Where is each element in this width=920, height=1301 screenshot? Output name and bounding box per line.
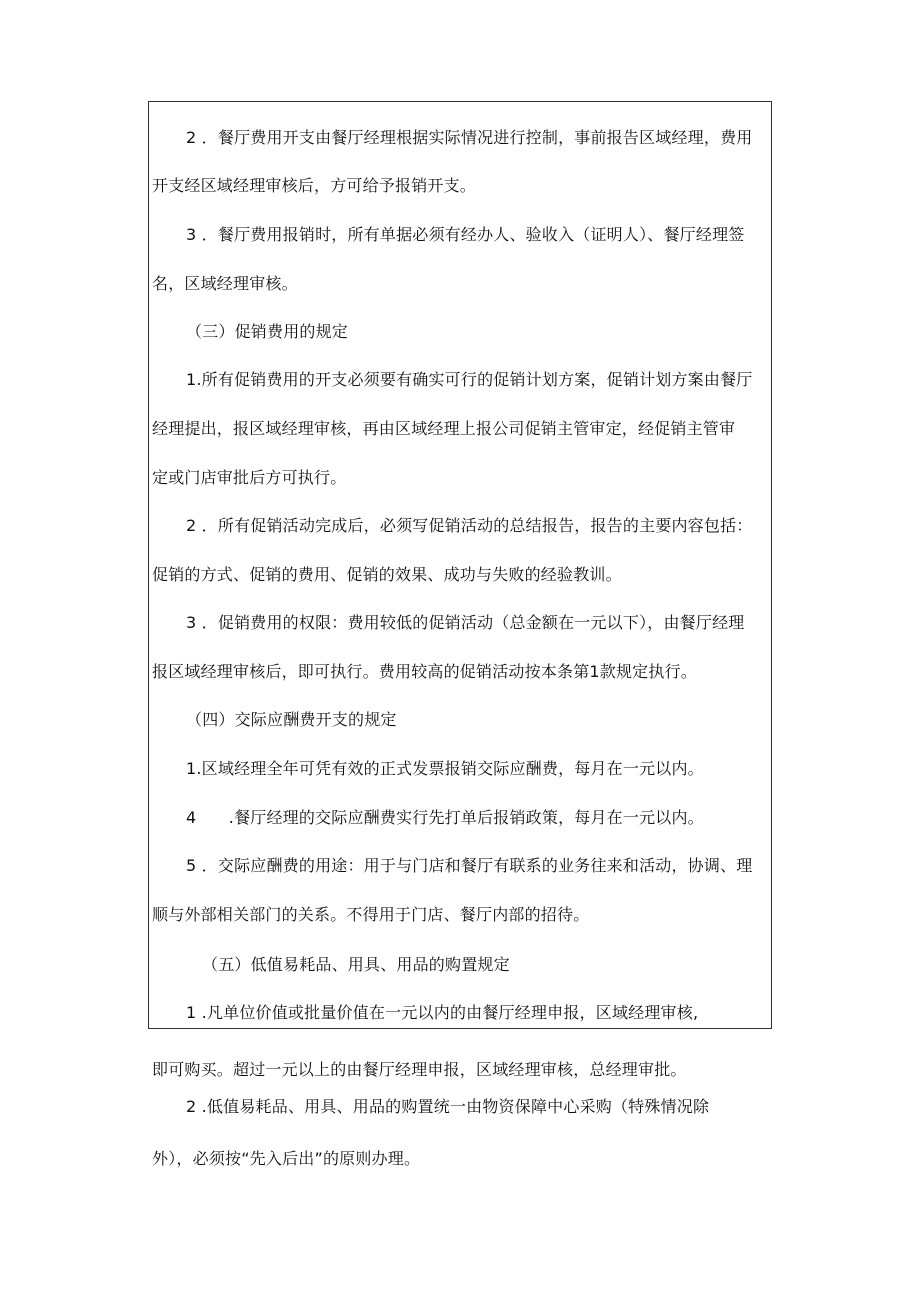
paragraph-line: 2 .低值易耗品、用具、用品的购置统一由物资保障中心采购（特殊情况除 [186, 1097, 710, 1116]
paragraph-line: 3 ．促销费用的权限：费用较低的促销活动（总金额在一元以下），由餐厅经理 [186, 613, 745, 632]
section-heading: （四）交际应酬费开支的规定 [186, 710, 397, 729]
paragraph-line: 2 ．所有促销活动完成后，必须写促销活动的总结报告，报告的主要内容包括： [186, 516, 753, 535]
paragraph-line: 4 .餐厅经理的交际应酬费实行先打单后报销政策，每月在一元以内。 [186, 808, 704, 827]
paragraph-line: 促销的方式、促销的费用、促销的效果、成功与失败的经验教训。 [152, 565, 622, 584]
paragraph-line: 即可购买。超过一元以上的由餐厅经理申报，区域经理审核，总经理审批。 [152, 1060, 687, 1079]
paragraph-line: 定或门店审批后方可执行。 [152, 468, 347, 487]
paragraph-line: 顺与外部相关部门的关系。不得用于门店、餐厅内部的招待。 [152, 905, 590, 924]
paragraph-line: 1 .凡单位价值或批量价值在一元以内的由餐厅经理申报，区域经理审核, [186, 1003, 699, 1022]
paragraph-line: 1.区域经理全年可凭有效的正式发票报销交际应酬费，每月在一元以内。 [186, 759, 704, 778]
section-heading: （五）低值易耗品、用具、用品的购置规定 [202, 955, 510, 974]
paragraph-line: 5 ．交际应酬费的用途：用于与门店和餐厅有联系的业务往来和活动，协调、理 [186, 856, 753, 875]
section-heading: （三）促销费用的规定 [186, 322, 349, 341]
paragraph-line: 2 ．餐厅费用开支由餐厅经理根据实际情况进行控制，事前报告区域经理，费用 [186, 128, 753, 147]
paragraph-line: 经理提出，报区域经理审核，再由区域经理上报公司促销主管审定，经促销主管审 [152, 419, 736, 438]
paragraph-line: 开支经区域经理审核后，方可给予报销开支。 [152, 176, 477, 195]
paragraph-line: 报区域经理审核后，即可执行。费用较高的促销活动按本条第1款规定执行。 [152, 662, 697, 681]
paragraph-line: 名，区域经理审核。 [152, 274, 298, 293]
paragraph-line: 外），必须按“先入后出”的原则办理。 [152, 1149, 421, 1168]
paragraph-line: 3 ．餐厅费用报销时，所有单据必须有经办人、验收入（证明人）、餐厅经理签 [186, 225, 745, 244]
paragraph-line: 1.所有促销费用的开支必须要有确实可行的促销计划方案，促销计划方案由餐厅 [186, 370, 753, 389]
